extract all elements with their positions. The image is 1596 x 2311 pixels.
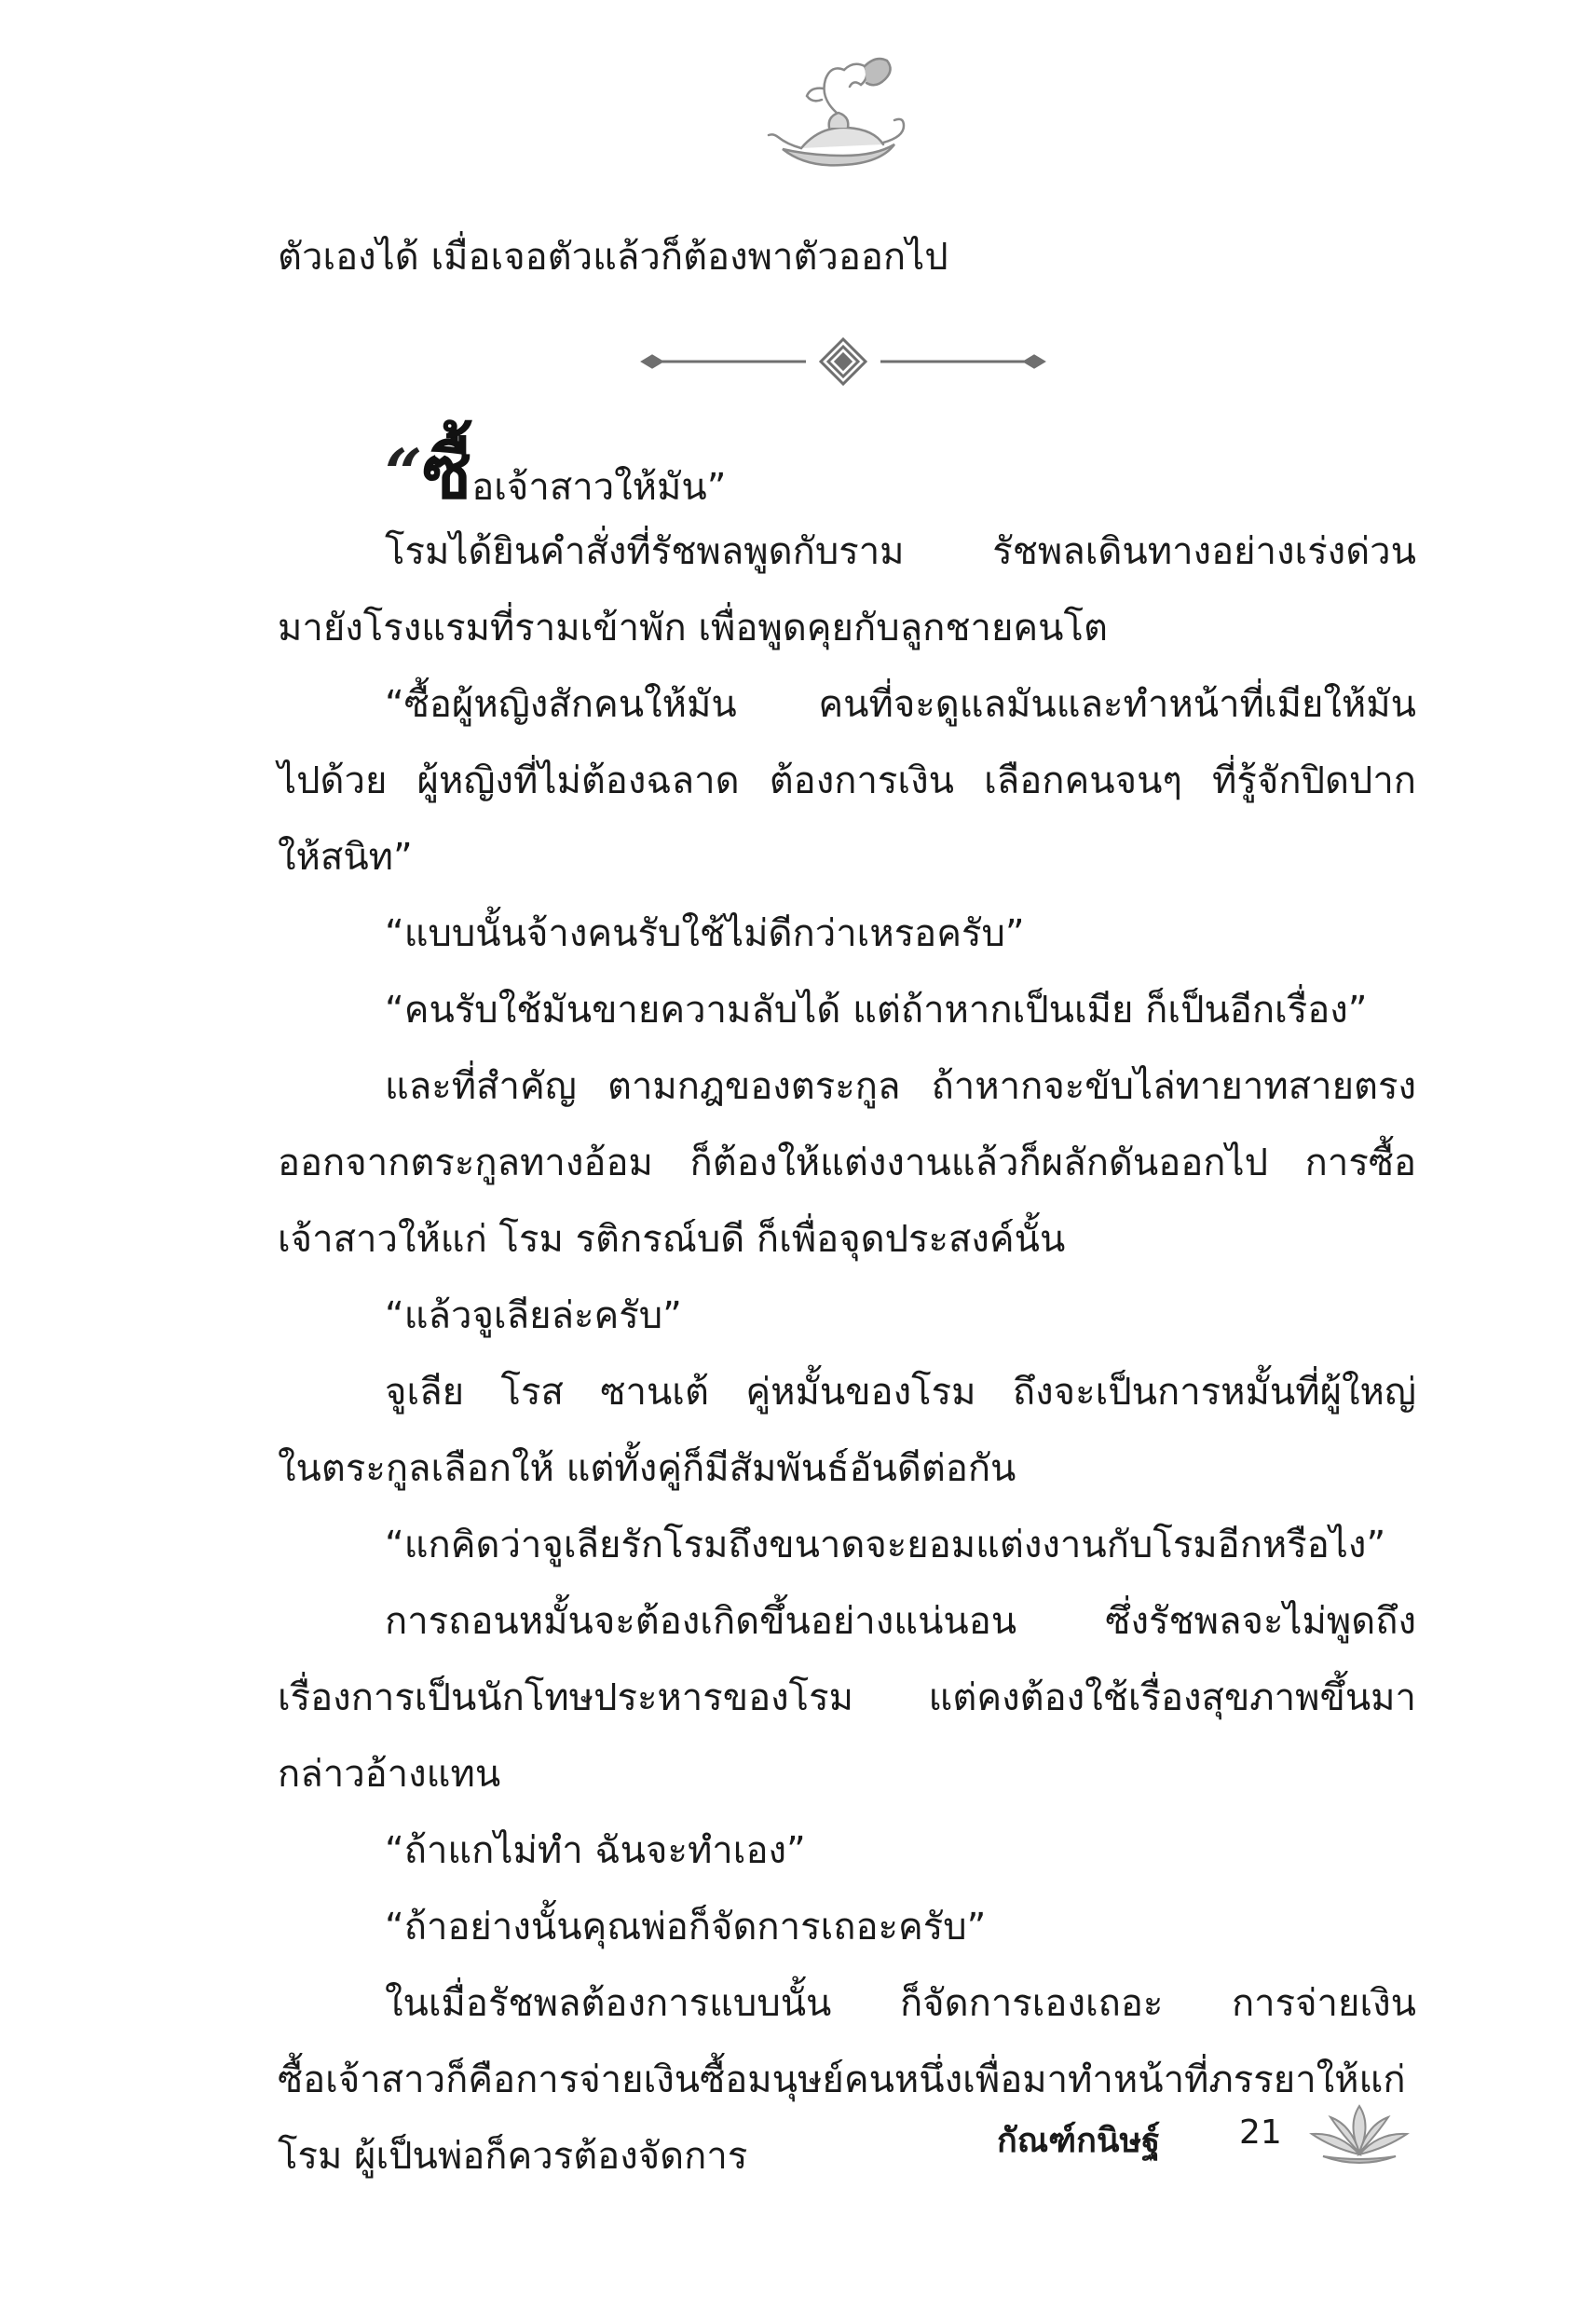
paragraph-line: “ถ้าแกไม่ทำ ฉันจะทำเอง” (385, 1829, 806, 1872)
opening-line (278, 431, 1416, 515)
paragraph-line: จูเลีย โรส ซานเต้ คู่หมั้นของโรม ถึงจะเป็นการหมั้นที่ผู้ใหญ่ (385, 1371, 1416, 1414)
paragraph-line: ในตระกูลเลือกให้ แต่ทั้งคู่ก็มีสัมพันธ์อันดีต่อกัน (278, 1447, 1016, 1490)
paragraph-line: มายังโรงแรมที่รามเข้าพัก เพื่อพูดคุยกับลูกชายคนโต (278, 607, 1108, 650)
text-column-main (278, 431, 1416, 2195)
paragraph-line: “แบบนั้นจ้างคนรับใช้ไม่ดีกว่าเหรอครับ” (385, 912, 1025, 955)
scene-break-divider-icon (634, 335, 1053, 388)
text-column-top (278, 219, 1416, 295)
paragraph-line: ในเมื่อรัชพลต้องการแบบนั้น ก็จัดการเองเถอะ การจ่ายเงิน (385, 1982, 1416, 2025)
paragraph-line: ให้สนิท” (278, 836, 413, 879)
paragraph-line: โรมได้ยินคำสั่งที่รัชพลพูดกับราม รัชพลเดินทางอย่างเร่งด่วน (385, 530, 1416, 573)
opening-line-rest: อเจ้าสาวให้มัน” (471, 466, 727, 509)
paragraph-line: กล่าวอ้างแทน (278, 1753, 501, 1796)
paragraph-line: “ถ้าอย่างนั้นคุณพ่อก็จัดการเถอะครับ” (385, 1906, 987, 1949)
paragraph-line: และที่สำคัญ ตามกฎของตระกูล ถ้าหากจะขับไล่ทายาทสายตรง (385, 1065, 1416, 1108)
paragraph-line: “แกคิดว่าจูเลียรักโรมถึงขนาดจะยอมแต่งงานกับโรมอีกหรือไง” (385, 1524, 1386, 1566)
paragraph-line: “ซื้อผู้หญิงสักคนให้มัน คนที่จะดูแลมันและทำหน้าที่เมียให้มัน (385, 683, 1416, 726)
paragraph-line: เจ้าสาวให้แก่ โรม รติกรณ์บดี ก็เพื่อจุดประสงค์นั้น (278, 1218, 1066, 1261)
paragraph-line: ซื้อเจ้าสาวก็คือการจ่ายเงินซื้อมนุษย์คนหนึ่งเพื่อมาทำหน้าที่ภรรยาให้แก่ (278, 2058, 1406, 2101)
paragraph-line: ไปด้วย ผู้หญิงที่ไม่ต้องฉลาด ต้องการเงิน เลือกคนจนๆ ที่รู้จักปิดปาก (278, 759, 1416, 802)
paragraph-line: เรื่องการเป็นนักโทษประหารของโรม แต่คงต้องใช้เรื่องสุขภาพขึ้นมา (278, 1676, 1416, 1719)
paragraph-line: ออกจากตระกูลทางอ้อม ก็ต้องให้แต่งงานแล้วก็ผลักดันออกไป การซื้อ (278, 1142, 1416, 1184)
drop-cap: ซื้ (422, 431, 472, 515)
genie-lamp-icon (764, 51, 913, 177)
page-number: 21 (1239, 2113, 1282, 2152)
paragraph-line: โรม ผู้เป็นพ่อก็ควรต้องจัดการ (278, 2135, 748, 2178)
paragraph-line: “คนรับใช้มันขายความลับได้ แต่ถ้าหากเป็นเมีย ก็เป็นอีกเรื่อง” (385, 989, 1368, 1032)
opening-quote-mark: “ (385, 434, 423, 512)
paragraph-line: “แล้วจูเลียล่ะครับ” (385, 1294, 682, 1337)
paragraph-line: ตัวเองได้ เมื่อเจอตัวแล้วก็ต้องพาตัวออกไป (278, 236, 948, 279)
running-footer-title: กัณฑ์กนิษฐ์ (997, 2122, 1161, 2160)
lotus-flower-icon (1304, 2097, 1414, 2171)
paragraph-line: การถอนหมั้นจะต้องเกิดขึ้นอย่างแน่นอน ซึ่งรัชพลจะไม่พูดถึง (385, 1600, 1416, 1643)
